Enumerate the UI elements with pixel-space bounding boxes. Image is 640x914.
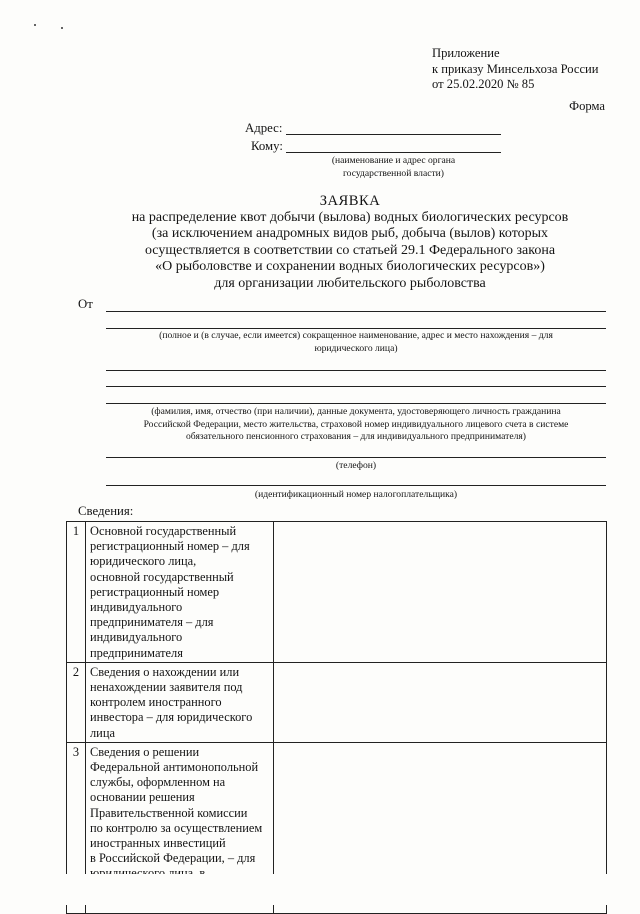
description-line: контролем иностранного (90, 695, 222, 710)
description-line: индивидуального (90, 600, 183, 615)
addressee-caption (286, 155, 501, 180)
details-table (66, 521, 607, 914)
legal-entity-caption (106, 330, 606, 355)
individual-field-1[interactable] (106, 370, 606, 371)
applicant-name-field-2[interactable] (106, 328, 606, 329)
table-row (67, 522, 607, 663)
description-line: основной государственный (90, 569, 234, 584)
phone-caption: (телефон) (335, 460, 377, 471)
scan-speck (34, 24, 36, 26)
description-line: службы, оформленном на (90, 775, 226, 790)
individual-caption (106, 406, 606, 444)
description-line: индивидуального (90, 630, 183, 645)
title-line: «О рыболовстве и сохранении водных биологических ресурсов») (155, 259, 545, 274)
inn-caption: (идентификационный номер налогоплательщика) (254, 489, 458, 500)
description-line: Сведения о решении (90, 744, 200, 759)
row-value-field[interactable] (274, 662, 607, 742)
annex-line: к приказу Минсельхоза России (432, 61, 599, 76)
title-line: осуществляется в соответствии со статьей 29.1 Федерального закона (144, 242, 556, 258)
description-line: предпринимателя (90, 645, 183, 660)
individual-field-3[interactable] (106, 403, 606, 404)
description-line: Основной государственный (90, 524, 237, 538)
caption-line: (наименование и адрес органа (331, 155, 456, 166)
to-label: Кому: (251, 139, 283, 153)
caption-line: юридического лица) (314, 342, 398, 354)
details-label: Сведения: (78, 504, 134, 518)
row-number: 3 (67, 742, 86, 913)
title-line: (за исключением анадромных видов рыб, добыча (вылов) которых (151, 226, 549, 241)
address-label: Адрес: (245, 121, 283, 135)
description-line: ненахождении заявителя под (90, 680, 243, 695)
row-description (86, 662, 274, 742)
caption-line: обязательного пенсионного страхования – для индивидуального предпринимателя) (186, 431, 526, 442)
annex-line: Приложение (432, 46, 500, 60)
phone-field[interactable] (106, 457, 606, 458)
title-line: на распределение квот добычи (вылова) водных биологических ресурсов (131, 209, 569, 225)
address-field[interactable] (286, 134, 501, 135)
row-number: 2 (67, 662, 86, 742)
table-row (67, 662, 607, 742)
description-line: иностранных инвестиций (90, 836, 226, 851)
caption-line: Российской Федерации, место жительства, страховой номер индивидуального лицевого счета в системе (143, 418, 569, 430)
title-line: для организации любительского рыболовства (214, 275, 486, 291)
to-field[interactable] (286, 152, 501, 153)
document-title (60, 193, 640, 292)
caption-line: (фамилия, имя, отчество (при наличии), данные документа, удостоверяющего личность гражданина (151, 406, 561, 417)
row-description (86, 522, 274, 663)
title-heading: ЗАЯВКА (319, 193, 381, 209)
caption-line: (полное и (в случае, если имеется) сокращенное наименование, адрес и место нахождения – для (159, 330, 553, 341)
annex-line: от 25.02.2020 № 85 (432, 77, 535, 91)
row-number: 1 (67, 522, 86, 663)
description-line: лица (90, 725, 115, 740)
description-line: Правительственной комиссии (90, 805, 248, 820)
description-line: юридического лица, (90, 554, 197, 569)
description-line: регистрационный номер (90, 584, 220, 599)
description-line: по контролю за осуществлением (90, 820, 263, 835)
description-line: инвестора – для юридического (90, 710, 253, 725)
from-label: От (78, 297, 93, 311)
description-line: Федеральной антимонопольной (90, 760, 259, 775)
page-bottom-edge (60, 874, 640, 905)
row-value-field[interactable] (274, 522, 607, 663)
caption-line: государственной власти) (342, 167, 444, 179)
scan-speck (61, 27, 63, 29)
description-line: в Российской Федерации, – для (90, 851, 256, 866)
form-label: Форма (569, 99, 605, 113)
annex-block (432, 46, 599, 93)
inn-field[interactable] (106, 485, 606, 486)
description-line: предпринимателя – для (90, 615, 214, 630)
description-line: регистрационный номер – для (90, 539, 250, 554)
applicant-name-field[interactable] (106, 311, 606, 312)
individual-field-2[interactable] (106, 386, 606, 387)
description-line: Сведения о нахождении или (90, 664, 240, 679)
description-line: основании решения (90, 790, 195, 805)
